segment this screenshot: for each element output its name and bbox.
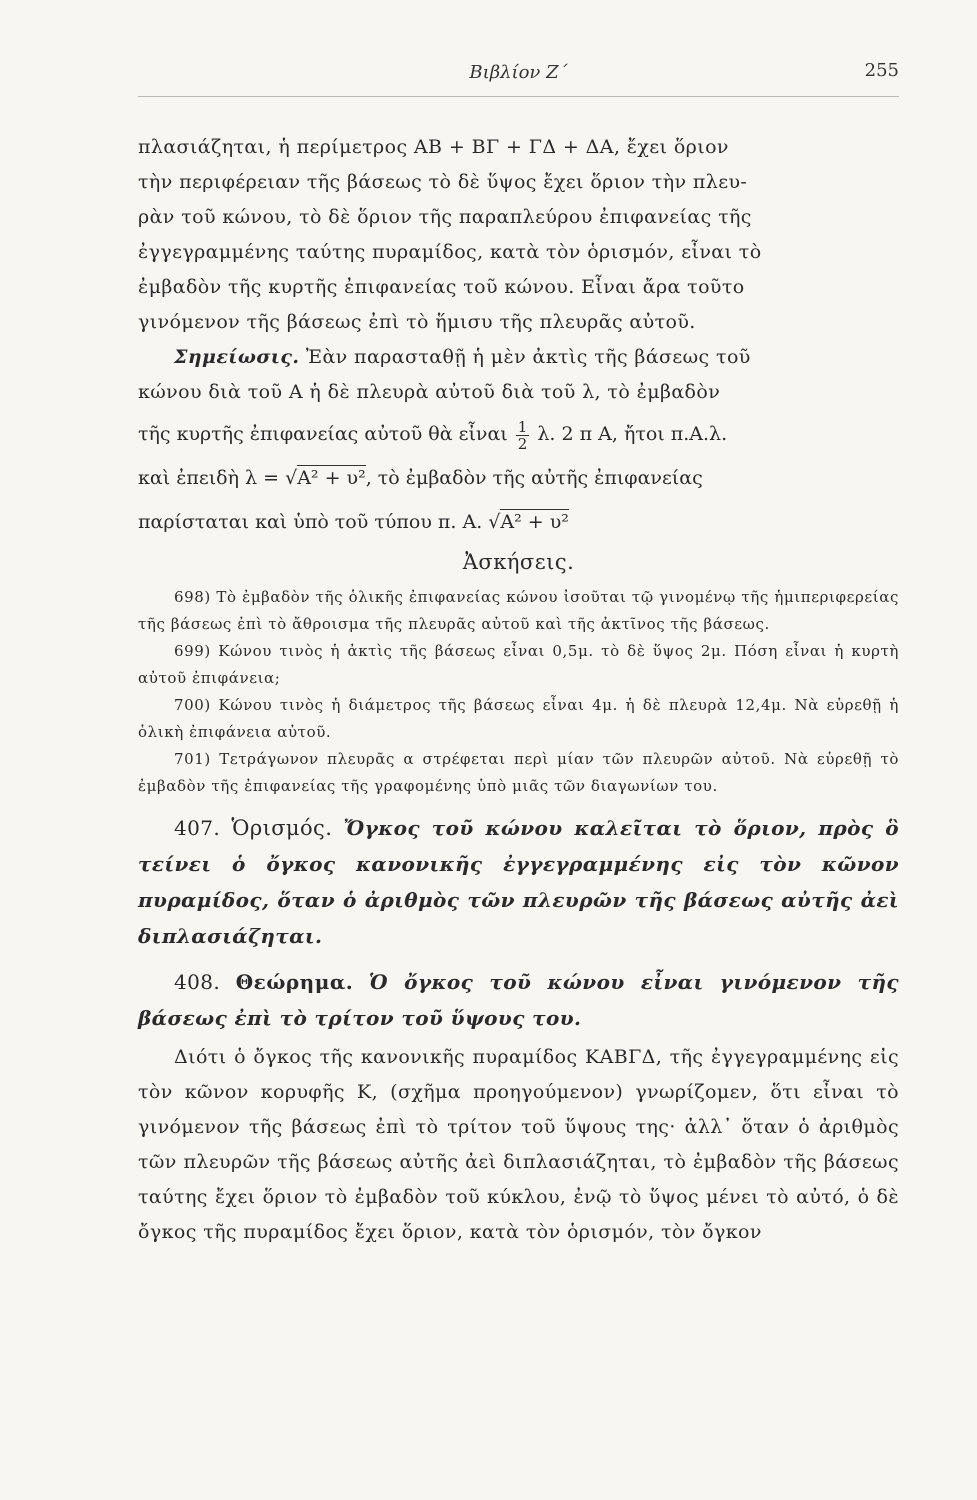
intro-paragraph <box>138 130 899 340</box>
remark-line: κώνου διὰ τοῦ Α ἡ δὲ πλευρὰ αὐτοῦ διὰ τοῦ λ, τὸ ἐμβαδὸν <box>138 381 721 403</box>
theorem-paragraph <box>138 964 899 1036</box>
sqrt-radicand: Α² + υ² <box>297 467 366 489</box>
intro-line: ρὰν τοῦ κώνου, τὸ δὲ ὅριον τῆς παραπλεύρου ἐπιφανείας τῆς <box>138 206 752 228</box>
formula-text: παρίσταται καὶ ὑπὸ τοῦ τύπου π. Α. <box>138 511 489 533</box>
exercise-item: 698) Τὸ ἐμβαδὸν τῆς ὁλικῆς ἐπιφανείας κώνου ἰσοῦται τῷ γινομένῳ τῆς ἡμιπεριφερείας τῆς βάσεως ἐπὶ τὸ ἄθροισμα τῆς πλευρᾶς αὐτοῦ καὶ τῆς ἀκτῖνος τῆς βάσεως. <box>138 588 899 633</box>
formula-text: τῆς κυρτῆς ἐπιφανείας αὐτοῦ θὰ εἶναι <box>138 423 508 445</box>
formula-text: καὶ ἐπειδὴ λ = <box>138 467 286 489</box>
formula-line <box>138 502 899 542</box>
running-title: Βιβλίον Ζ΄ <box>469 62 568 83</box>
theorem-text: Ὁ ὄγκος τοῦ κώνου εἶναι γινόμενον τῆς βάσεως ἐπὶ τὸ τρίτον τοῦ ὕψους του. <box>138 970 899 1030</box>
definition-text: Ὄγκος τοῦ κώνου καλεῖται τὸ ὅριον, πρὸς ὃ τείνει ὁ ὄγκος κανονικῆς ἐγγεγραμμένης εἰς τὸν κῶνον πυραμίδος, ὅταν ὁ ἀριθμὸς τῶν πλευρῶν τῆς βάσεως αὐτῆς ἀεὶ διπλασιάζηται. <box>138 816 899 948</box>
remark-line <box>138 340 899 375</box>
definition-number: 407. <box>174 816 221 840</box>
intro-line: τὴν περιφέρειαν τῆς βάσεως τὸ δὲ ὕψος ἔχει ὅριον τὴν πλευ- <box>138 171 748 193</box>
fraction-denominator: 2 <box>517 434 528 453</box>
page-number: 255 <box>864 60 899 81</box>
formula-line <box>138 458 899 498</box>
definition-paragraph <box>138 810 899 954</box>
exercise-item: 700) Κώνου τινὸς ἡ διάμετρος τῆς βάσεως εἶναι 4μ. ἡ δὲ πλευρὰ 12,4μ. Νὰ εὑρεθῇ ἡ ὁλικὴ ἐπιφάνεια αὐτοῦ. <box>138 696 899 741</box>
sqrt-symbol: √ <box>488 511 501 533</box>
intro-line: πλασιάζηται, ἡ περίμετρος ΑΒ + ΒΓ + ΓΔ + ΔΑ, ἔχει ὅριον <box>138 136 729 158</box>
remark-text: Ἐὰν παρασταθῇ ἡ μὲν ἀκτὶς τῆς βάσεως τοῦ <box>299 346 751 368</box>
theorem-number: 408. <box>174 970 221 994</box>
exercise-item: 699) Κώνου τινὸς ἡ ἀκτὶς τῆς βάσεως εἶναι 0,5μ. τὸ δὲ ὕψος 2μ. Πόση εἶναι ἡ κυρτὴ αὐτοῦ ἐπιφάνεια; <box>138 642 899 687</box>
sqrt-radicand: Α² + υ² <box>500 511 569 533</box>
fraction-numerator: 1 <box>517 417 528 436</box>
fraction <box>516 419 530 452</box>
intro-line: ἐγγεγραμμένης ταύτης πυραμίδος, κατὰ τὸν ὁρισμόν, εἶναι τὸ <box>138 241 762 263</box>
intro-line: ἐμβαδὸν τῆς κυρτῆς ἐπιφανείας τοῦ κώνου. Εἶναι ἄρα τοῦτο <box>138 276 745 298</box>
formula-line <box>138 414 899 454</box>
exercise-item: 701) Τετράγωνον πλευρᾶς α στρέφεται περὶ μίαν τῶν πλευρῶν αὐτοῦ. Νὰ εὑρεθῇ τὸ ἐμβαδὸν τῆς ἐπιφανείας τῆς γραφομένης ὑπὸ μιᾶς τῶν διαγωνίων του. <box>138 750 899 795</box>
exercises-heading: Ἀσκήσεις. <box>462 550 575 574</box>
definition-label: Ὁρισμός. <box>231 816 333 840</box>
page-header <box>138 56 899 97</box>
remark-paragraph <box>138 340 899 410</box>
page-content <box>138 130 899 1250</box>
remark-label: Σημείωσις. <box>174 346 300 368</box>
formula-text: λ. 2 π Α, ἤτοι π.Α.λ. <box>531 423 728 445</box>
sqrt-symbol: √ <box>285 467 298 489</box>
intro-line: γινόμενον τῆς βάσεως ἐπὶ τὸ ἥμισυ τῆς πλευρᾶς αὐτοῦ. <box>138 311 696 333</box>
theorem-label: Θεώρημα. <box>235 970 354 994</box>
proof-paragraph: Διότι ὁ ὄγκος τῆς κανονικῆς πυραμίδος ΚΑΒΓΔ, τῆς ἐγγεγραμμένης εἰς τὸν κῶνον κορυφῆς Κ, (σχῆμα προηγούμενον) γνωρίζομεν, ὅτι εἶναι τὸ γινόμενον τῆς βάσεως ἐπὶ τὸ τρίτον τοῦ ὕψους της· ἀλλ᾽ ὅταν ὁ ἀριθμὸς τῶν πλευρῶν τῆς βάσεως αὐτῆς ἀεὶ διπλασιάζηται, τὸ ἐμβαδὸν τῆς βάσεως ταύτης ἔχει ὅριον τὸ ἐμβαδὸν τοῦ κύκλου, ἐνῷ τὸ ὕψος μένει τὸ αὐτό, ὁ δὲ ὄγκος τῆς πυραμίδος ἔχει ὅριον, κατὰ τὸν ὁρισμόν, τὸν ὄγκον <box>138 1046 899 1243</box>
formula-text: , τὸ ἐμβαδὸν τῆς αὐτῆς ἐπιφανείας <box>365 467 703 489</box>
